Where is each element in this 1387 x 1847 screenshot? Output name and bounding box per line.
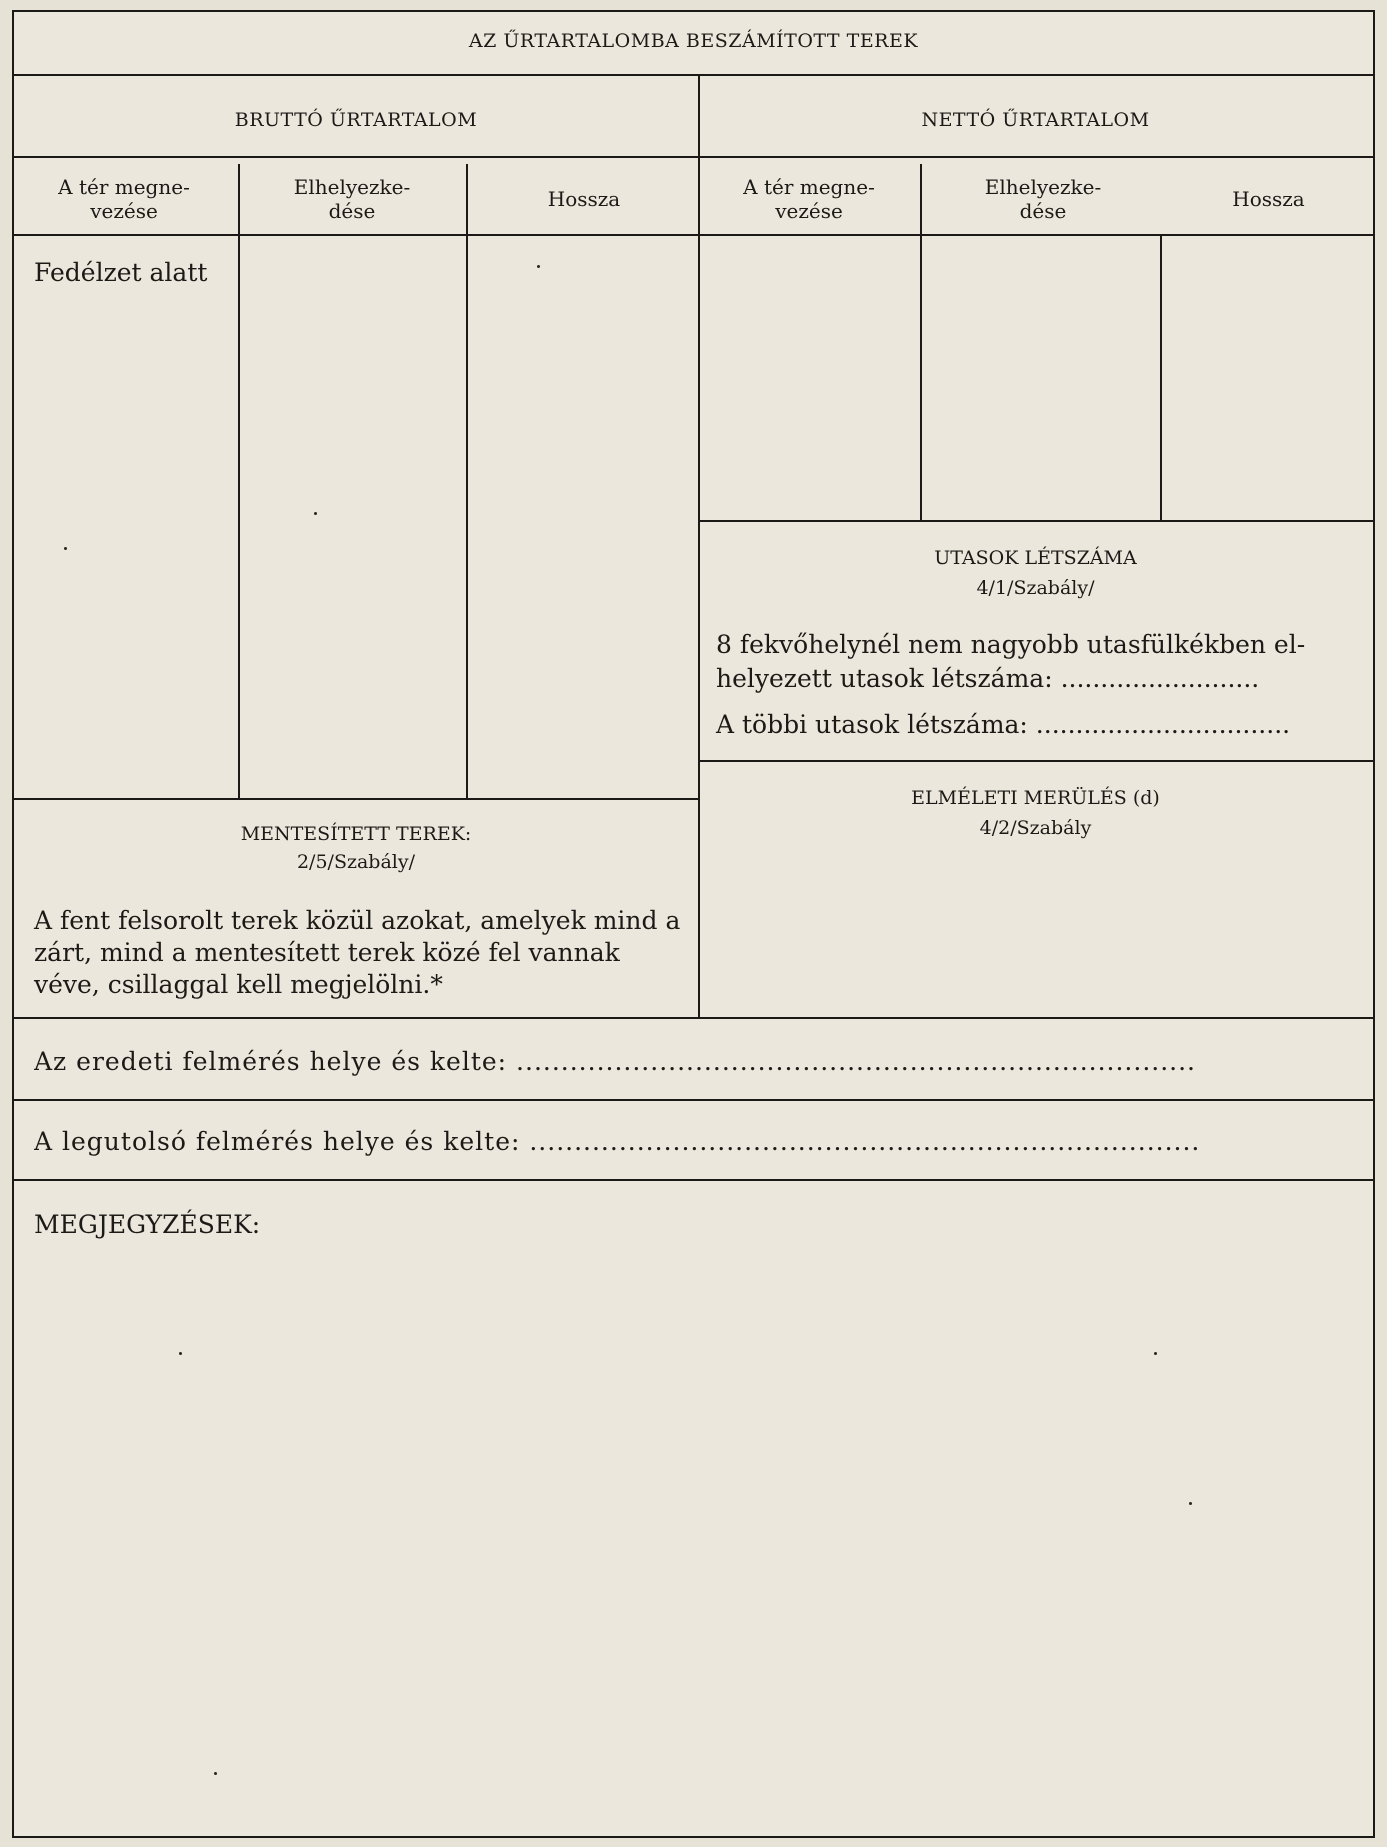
divider	[698, 520, 1373, 522]
speck	[1154, 1352, 1157, 1355]
passengers-line3: A többi utasok létszáma: ................................	[716, 710, 1291, 739]
latest-survey-field: A legutolsó felmérés helye és kelte: ...........................................................................	[34, 1127, 1201, 1156]
speck	[537, 265, 540, 268]
passengers-line1: 8 fekvőhelynél nem nagyobb utasfülkékben el-	[716, 630, 1306, 659]
divider	[1160, 234, 1162, 520]
exempt-rule: 2/5/Szabály/	[296, 851, 416, 873]
form-title: AZ ŰRTARTALOMBA BESZÁMÍTOTT TEREK	[468, 30, 919, 52]
gross-col-location: Elhelyezke- dése	[293, 175, 411, 223]
passengers-heading: UTASOK LÉTSZÁMA	[934, 547, 1137, 569]
net-col-length: Hossza	[1232, 187, 1305, 211]
divider	[14, 1099, 1373, 1101]
divider	[14, 74, 1373, 76]
divider	[920, 164, 922, 520]
divider	[14, 798, 698, 800]
divider	[698, 234, 1373, 236]
divider	[14, 1179, 1373, 1181]
net-col-location: Elhelyezke- dése	[984, 175, 1102, 223]
speck	[214, 1772, 217, 1775]
gross-row-label: Fedélzet alatt	[34, 258, 208, 287]
divider	[14, 234, 698, 236]
original-survey-field: Az eredeti felmérés helye és kelte: ............................................................................	[34, 1047, 1196, 1076]
exempt-heading: MENTESÍTETT TEREK:	[240, 823, 472, 845]
divider	[238, 164, 240, 798]
remarks-heading: MEGJEGYZÉSEK:	[34, 1210, 261, 1239]
draught-heading: ELMÉLETI MERÜLÉS (d)	[911, 787, 1160, 809]
speck	[64, 547, 67, 550]
gross-heading: BRUTTÓ ŰRTARTALOM	[234, 109, 478, 131]
divider	[698, 156, 1373, 158]
speck	[179, 1352, 182, 1355]
net-col-name: A tér megne- vezése	[743, 175, 875, 223]
divider	[14, 1017, 1373, 1019]
exempt-text: A fent felsorolt terek közül azokat, amelyek mind a zárt, mind a mentesített terek közé fel vannak véve, csillaggal kell megjelölni.*	[34, 906, 681, 999]
gross-col-length: Hossza	[547, 187, 621, 211]
draught-rule: 4/2/Szabály	[979, 817, 1092, 839]
tonnage-form	[12, 10, 1375, 1838]
divider	[698, 760, 1373, 762]
net-heading: NETTÓ ŰRTARTALOM	[921, 109, 1150, 131]
divider	[14, 156, 698, 158]
passengers-rule: 4/1/Szabály/	[976, 577, 1095, 599]
divider	[466, 164, 468, 798]
speck	[314, 512, 317, 515]
speck	[1189, 1502, 1192, 1505]
passengers-line2: helyezett utasok létszáma: .........................	[716, 664, 1260, 693]
gross-col-name: A tér megne- vezése	[58, 175, 190, 223]
